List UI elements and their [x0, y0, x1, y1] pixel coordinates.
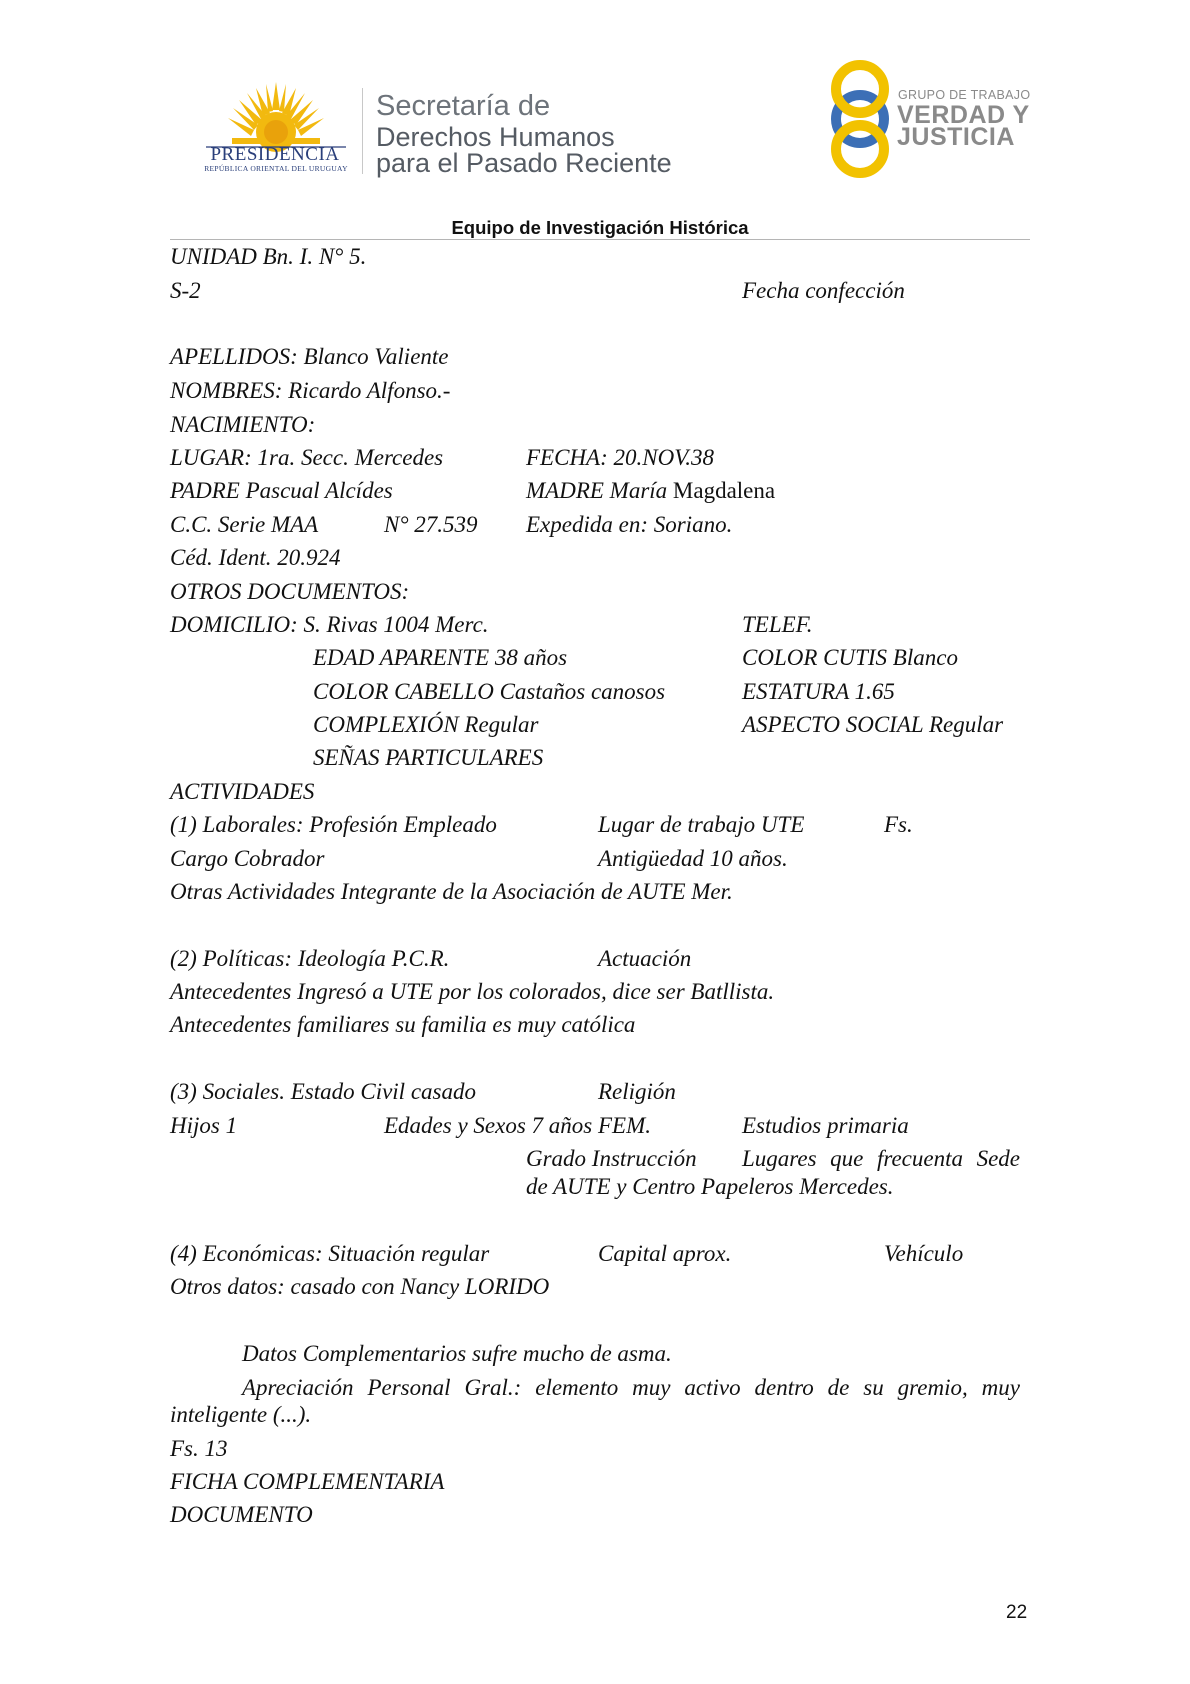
page-number: 22	[1006, 1602, 1028, 1623]
otros-documentos-label: OTROS DOCUMENTOS:	[170, 579, 410, 604]
complexion-field: COMPLEXIÓN Regular	[313, 712, 539, 737]
estatura-field: ESTATURA 1.65	[742, 679, 895, 704]
apreciacion-personal: Apreciación Personal Gral.: elemento muy activo dentro de su gremio, muy	[242, 1375, 1020, 1400]
s2-label: S-2	[170, 278, 201, 303]
header-divider	[362, 88, 363, 174]
otras-actividades-field: Otras Actividades Integrante de la Asociación de AUTE Mer.	[170, 879, 733, 904]
documento-label: DOCUMENTO	[170, 1502, 313, 1527]
secretaria-line-2: Derechos Humanos	[376, 122, 615, 152]
fecha-confeccion-label: Fecha confección	[742, 278, 905, 303]
antiguedad-field: Antigüedad 10 años.	[598, 846, 788, 871]
unidad-line: UNIDAD Bn. I. N° 5.	[170, 244, 367, 269]
verdad-justicia-rings-logo	[820, 58, 900, 180]
madre-label: MADRE María	[526, 478, 668, 503]
antecedentes-field: Antecedentes Ingresó a UTE por los colorados, dice ser Batllista.	[170, 979, 775, 1004]
grado-instruccion-label: Grado Instrucción	[526, 1146, 697, 1171]
actuacion-label: Actuación	[598, 946, 692, 971]
header-rule	[170, 239, 1030, 240]
color-cabello-field: COLOR CABELLO Castaños canosos	[313, 679, 666, 704]
justicia-label: JUSTICIA	[897, 123, 1015, 151]
vehiculo-label: Vehículo	[884, 1241, 964, 1266]
ficha-complementaria-label: FICHA COMPLEMENTARIA	[170, 1469, 445, 1494]
aspecto-social-field: ASPECTO SOCIAL Regular	[742, 712, 1004, 737]
politicas-field: (2) Políticas: Ideología P.C.R.	[170, 946, 450, 971]
presidencia-name: PRESIDENCIA	[210, 144, 340, 165]
senas-label: SEÑAS PARTICULARES	[313, 745, 544, 770]
cargo-field: Cargo Cobrador	[170, 846, 325, 871]
laborales-field: (1) Laborales: Profesión Empleado	[170, 812, 497, 837]
apreciacion-continued: inteligente (...).	[170, 1402, 312, 1427]
color-cutis-field: COLOR CUTIS Blanco	[742, 645, 958, 670]
nacimiento-label: NACIMIENTO:	[170, 412, 316, 437]
actividades-heading: ACTIVIDADES	[170, 779, 315, 804]
lugares-frecuenta-field: Lugares que frecuenta Sede	[742, 1146, 1020, 1171]
religion-label: Religión	[598, 1079, 676, 1104]
antecedentes-familiares-field: Antecedentes familiares su familia es muy católica	[170, 1012, 636, 1037]
fecha-field: FECHA: 20.NOV.38	[526, 445, 715, 470]
sociales-field: (3) Sociales. Estado Civil casado	[170, 1079, 476, 1104]
expedida-field: Expedida en: Soriano.	[526, 512, 733, 537]
cc-numero-field: N° 27.539	[384, 512, 478, 537]
madre-rest: Magdalena	[667, 478, 776, 503]
cedula-field: Céd. Ident. 20.924	[170, 545, 341, 570]
apellidos-field: APELLIDOS: Blanco Valiente	[170, 344, 449, 369]
nombres-field: NOMBRES: Ricardo Alfonso.-	[170, 378, 451, 403]
presidencia-subtitle: REPÚBLICA ORIENTAL DEL URUGUAY	[204, 164, 348, 173]
equipo-heading: Equipo de Investigación Histórica	[451, 217, 749, 238]
madre-field	[526, 479, 775, 502]
edades-sexos-field: Edades y Sexos 7 años FEM.	[384, 1113, 651, 1138]
datos-complementarios: Datos Complementarios sufre mucho de asma.	[242, 1341, 672, 1366]
domicilio-field: DOMICILIO: S. Rivas 1004 Merc.	[170, 612, 489, 637]
telefono-label: TELEF.	[742, 612, 813, 637]
lugares-frecuenta-continued: de AUTE y Centro Papeleros Mercedes.	[526, 1174, 894, 1199]
economicas-field: (4) Económicas: Situación regular	[170, 1241, 490, 1266]
edad-field: EDAD APARENTE 38 años	[313, 645, 568, 670]
otros-datos-field: Otros datos: casado con Nancy LORIDO	[170, 1274, 550, 1299]
hijos-field: Hijos 1	[170, 1113, 238, 1138]
cc-serie-field: C.C. Serie MAA	[170, 512, 319, 537]
padre-field: PADRE Pascual Alcídes	[170, 478, 393, 503]
secretaria-line-1: Secretaría de	[376, 90, 551, 122]
fs-label: Fs.	[884, 812, 913, 837]
secretaria-line-3: para el Pasado Reciente	[376, 148, 672, 178]
lugar-field: LUGAR: 1ra. Secc. Mercedes	[170, 445, 444, 470]
estudios-field: Estudios primaria	[742, 1113, 909, 1138]
grupo-trabajo-label: GRUPO DE TRABAJO	[898, 88, 1031, 102]
lugar-trabajo-field: Lugar de trabajo UTE	[598, 812, 805, 837]
verdad-y-label: VERDAD Y	[897, 101, 1030, 129]
fs-13-label: Fs. 13	[170, 1436, 228, 1461]
capital-label: Capital aprox.	[598, 1241, 732, 1266]
